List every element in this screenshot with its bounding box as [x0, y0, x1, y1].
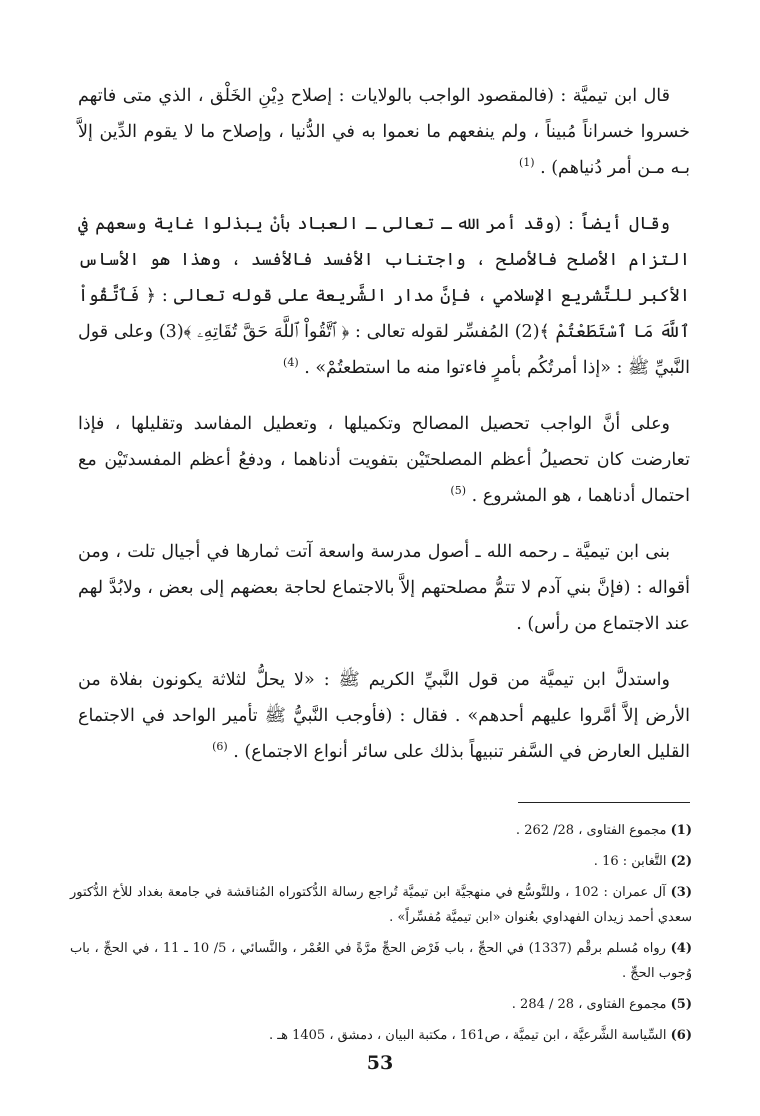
- footnote-text: آل عمران : 102 ، وللتَّوسُّع في منهجيَّة ابن تيميَّة تُراجع رسالة الدُّكتوراه المُناقشة في جامعة بغداد للأخ الدُّكتور سعدي أحمد زيدان الفهداوي بعُنوان «ابن تيميَّة مُفسِّراً» .: [70, 885, 692, 925]
- footnote-number: (4): [670, 941, 692, 956]
- footnote-ref: (5): [450, 484, 466, 498]
- paragraph: [78, 206, 690, 386]
- footnote-text: مجموع الفتاوى ، 28 / 284 .: [511, 997, 667, 1012]
- footnote-number: (3): [670, 885, 692, 900]
- paragraph-text: واستدلَّ ابن تيميَّة من قول النَّبيِّ الكريم ﷺ : «لا يحلُّ لثلاثة يكونون بفلاة من الأرض إلاَّ أمَّروا عليهم أحدهم» . فقال : (فأوجب النَّبيُّ ﷺ تأمير الواحد في الاجتماع القليل العارض في السَّفر تنبيهاً بذلك على سائر أنواع الاجتماع) .: [78, 670, 690, 762]
- footnote-text: مجموع الفتاوى ، 28/ 262 .: [515, 823, 667, 838]
- page-number: 53: [366, 1052, 394, 1074]
- footnote-number: (2): [670, 854, 692, 869]
- footnote-text: التَّغابن : 16 .: [593, 854, 667, 869]
- paragraph: [78, 662, 690, 770]
- footnote-number: (1): [670, 823, 692, 838]
- main-text: [78, 78, 690, 790]
- footnote-text: رواه مُسلم برقْم (1337) في الحجِّ ، باب فَرْض الحجِّ مرَّةً في العُمْر ، والنَّسائي ، 5/ 10 ـ 11 ، في الحجِّ ، باب وُجوب الحجِّ .: [70, 941, 692, 981]
- footnote-number: (5): [670, 997, 692, 1012]
- footnote: [70, 849, 692, 874]
- footnote: [70, 818, 692, 843]
- footnote-number: (6): [670, 1028, 692, 1043]
- footnote-ref: (1): [518, 156, 535, 170]
- footnote-separator: [518, 802, 690, 803]
- paragraph: [78, 78, 690, 186]
- footnote-text: السِّياسة الشَّرعيَّة ، ابن تيميَّة ، ص161 ، مكتبة البيان ، دمشق ، 1405 هـ .: [269, 1028, 667, 1043]
- footnote: [70, 880, 692, 930]
- paragraph: [78, 406, 690, 514]
- footnote-ref: (4): [283, 356, 299, 370]
- footnote: [70, 936, 692, 986]
- footnote: [70, 1023, 692, 1048]
- footnotes: [70, 818, 692, 1054]
- footnote-ref: (6): [212, 740, 228, 754]
- paragraph-text: وعلى أنَّ الواجب تحصيل المصالح وتكميلها ، وتعطيل المفاسد وتقليلها ، فإذا تعارضت كان تحصيلُ أعظم المصلحتَيْن بتفويت أدناهما ، ودفعُ أعظم المفسدتَيْن مع احتمال أدناهما ، هو المشروع .: [78, 414, 690, 506]
- paragraph-text: وقال أيضاً : (وقد أمر الله ـ تعالى ـ العباد بأنْ يبذلوا غاية وسعهم في التزام الأصلح فالأصلح ، واجتناب الأفسد فالأفسد ، وهذا هو الأساس الأكبر للتَّشريع الإسلامي ، فإنَّ مدار الشَّريعة على قوله تعالى : ﴿ فَٱتَّقُواْ ٱللَّهَ مَا ٱسْتَطَعْتُمْ ﴾(2) المُفسِّر لقوله تعالى : ﴿ ٱتَّقُواْ ٱللَّهَ حَقَّ تُقَاتِهِۦ ﴾(3) وعلى قول النَّبيِّ ﷺ : «إذا أمرتُكُم بأمرٍ فاءتوا منه ما استطعتُمْ» .: [78, 214, 690, 378]
- footnote: [70, 992, 692, 1017]
- paragraph: [78, 534, 690, 642]
- paragraph-text: قال ابن تيميَّة : (فالمقصود الواجب بالولايات : إصلاح دِيْنِ الخَلْق ، الذي متى فاتهم خسروا خسراناً مُبيناً ، ولم ينفعهم ما نعموا به في الدُّنيا ، وإصلاح ما لا يقوم الدِّين إلاَّ بـه مـن أمر دُنياهم) .: [78, 86, 690, 178]
- paragraph-text: بنى ابن تيميَّة ـ رحمه الله ـ أصول مدرسة واسعة آتت ثمارها في أجيال تلت ، ومن أقواله : (فإنَّ بني آدم لا تتمُّ مصلحتهم إلاَّ بالاجتماع لحاجة بعضهم إلى بعض ، ولابُدَّ لهم عند الاجتماع من رأس) .: [78, 542, 690, 634]
